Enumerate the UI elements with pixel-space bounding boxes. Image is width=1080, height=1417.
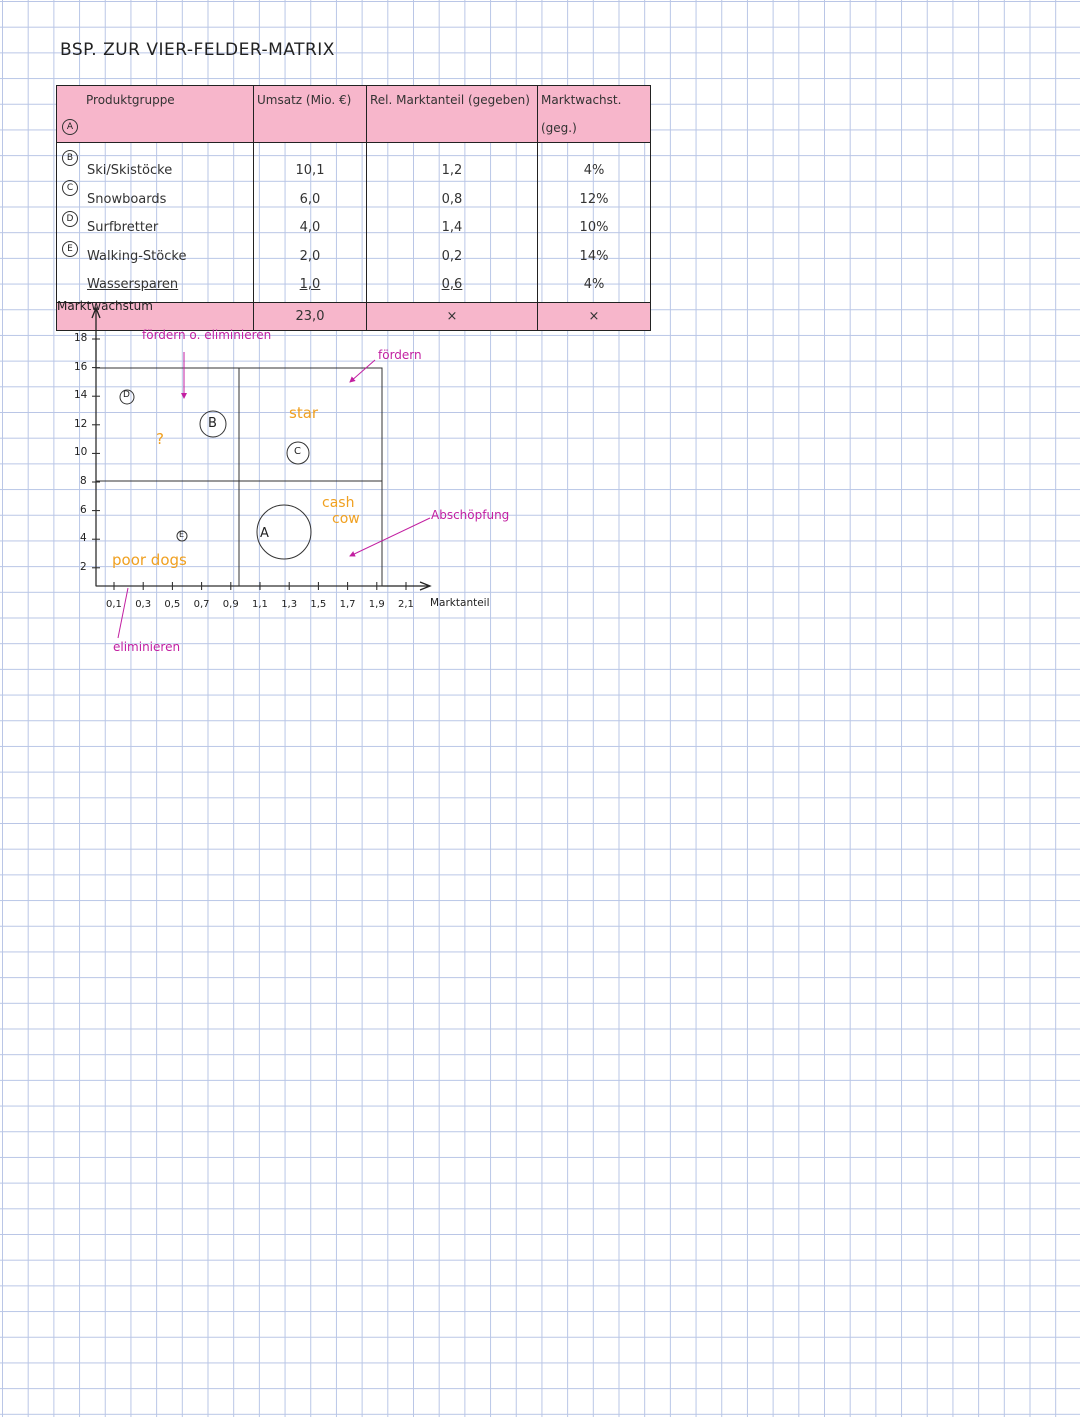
list-item: Surfbretter: [87, 220, 159, 235]
total-wachstum: ×: [538, 302, 651, 330]
list-item: 4%: [583, 163, 605, 178]
y-axis-label: Marktwachstum: [57, 299, 153, 313]
x-tick-label: 0,1: [106, 599, 122, 610]
list-item: 14%: [579, 248, 609, 264]
list-item: Walking-Stöcke: [87, 248, 187, 264]
page-title: BSP. ZUR VIER-FELDER-MATRIX: [60, 40, 335, 60]
list-item: Snowboards: [87, 191, 167, 207]
annotation-foerdern: fördern: [378, 348, 422, 362]
list-item: 1,2: [441, 163, 463, 178]
list-item: 4,0: [299, 220, 321, 235]
x-axis-label: Marktanteil: [430, 597, 490, 609]
y-tick-label: 16: [74, 360, 88, 373]
list-item: 10,1: [295, 163, 325, 178]
bubble-label-D: D: [123, 390, 130, 400]
y-tick-label: 4: [80, 532, 87, 545]
x-tick-label: 2,1: [398, 599, 414, 610]
list-item: 2,0: [299, 248, 321, 264]
x-tick-label: 1,7: [339, 599, 356, 610]
list-item: 12%: [579, 191, 609, 207]
x-tick-label: 0,7: [193, 599, 210, 610]
y-tick-label: 12: [74, 417, 88, 430]
row-letter: D: [62, 211, 78, 227]
total-anteil: ×: [367, 302, 538, 330]
row-letter: B: [62, 150, 78, 166]
annotation-eliminieren: eliminieren: [113, 640, 181, 654]
header-produktgruppe-label: Produktgruppe: [86, 93, 175, 107]
x-tick-label: 0,9: [222, 599, 239, 610]
list-item: 0,6: [441, 277, 463, 292]
row-letter: C: [62, 180, 78, 196]
x-tick-label: 0,5: [164, 599, 181, 610]
total-umsatz: 23,0: [254, 302, 367, 330]
y-tick-label: 2: [80, 560, 87, 573]
y-tick-label: 10: [74, 446, 88, 459]
list-item: 10%: [579, 220, 609, 235]
header-marktwachstum: Marktwachst.(geg.): [538, 86, 651, 143]
x-tick-label: 0,3: [135, 599, 152, 610]
arrow-foerdern: [350, 360, 375, 382]
row-letter: A: [62, 119, 78, 135]
x-tick-label: 1,9: [368, 599, 385, 610]
bubble-label-A: A: [260, 526, 269, 541]
matrix-svg: [0, 0, 1080, 700]
line-eliminieren: [118, 588, 128, 638]
list-item: 0,8: [441, 191, 463, 207]
y-tick-label: 18: [74, 332, 88, 344]
annotation-foerdern-o-eliminieren: fördern o. eliminieren: [142, 328, 272, 342]
list-item: Wassersparen: [87, 277, 179, 292]
quadrant-star: star: [289, 404, 319, 422]
header-umsatz: Umsatz (Mio. €): [254, 86, 367, 143]
list-item: Ski/Skistöcke: [87, 163, 173, 178]
quadrant-cow: cow: [332, 511, 360, 527]
list-item: 6,0: [299, 191, 321, 207]
y-tick-label: 6: [80, 503, 87, 516]
list-item: 1,4: [441, 220, 463, 235]
header-marktanteil: Rel. Marktanteil (gegeben): [367, 86, 538, 143]
x-tick-label: 1,1: [252, 599, 268, 610]
y-tick-label: 8: [80, 475, 87, 487]
quadrant-cash: cash: [322, 495, 355, 511]
x-tick-label: 1,3: [281, 599, 298, 610]
quadrant-poor-dogs: poor dogs: [112, 551, 187, 569]
quadrant-question: ?: [156, 430, 164, 448]
bubble-label-B: B: [208, 416, 217, 431]
list-item: 1,0: [299, 277, 321, 292]
row-letter: E: [62, 241, 78, 257]
bubble-label-C: C: [294, 446, 301, 457]
list-item: 4%: [583, 277, 605, 292]
bubble-label-E: E: [179, 530, 185, 539]
annotation-abschoepfung: Abschöpfung: [431, 508, 510, 522]
y-tick-label: 14: [74, 389, 88, 402]
arrow-abschoepfung: [350, 518, 430, 556]
x-tick-label: 1,5: [310, 599, 327, 610]
list-item: 0,2: [441, 248, 463, 264]
